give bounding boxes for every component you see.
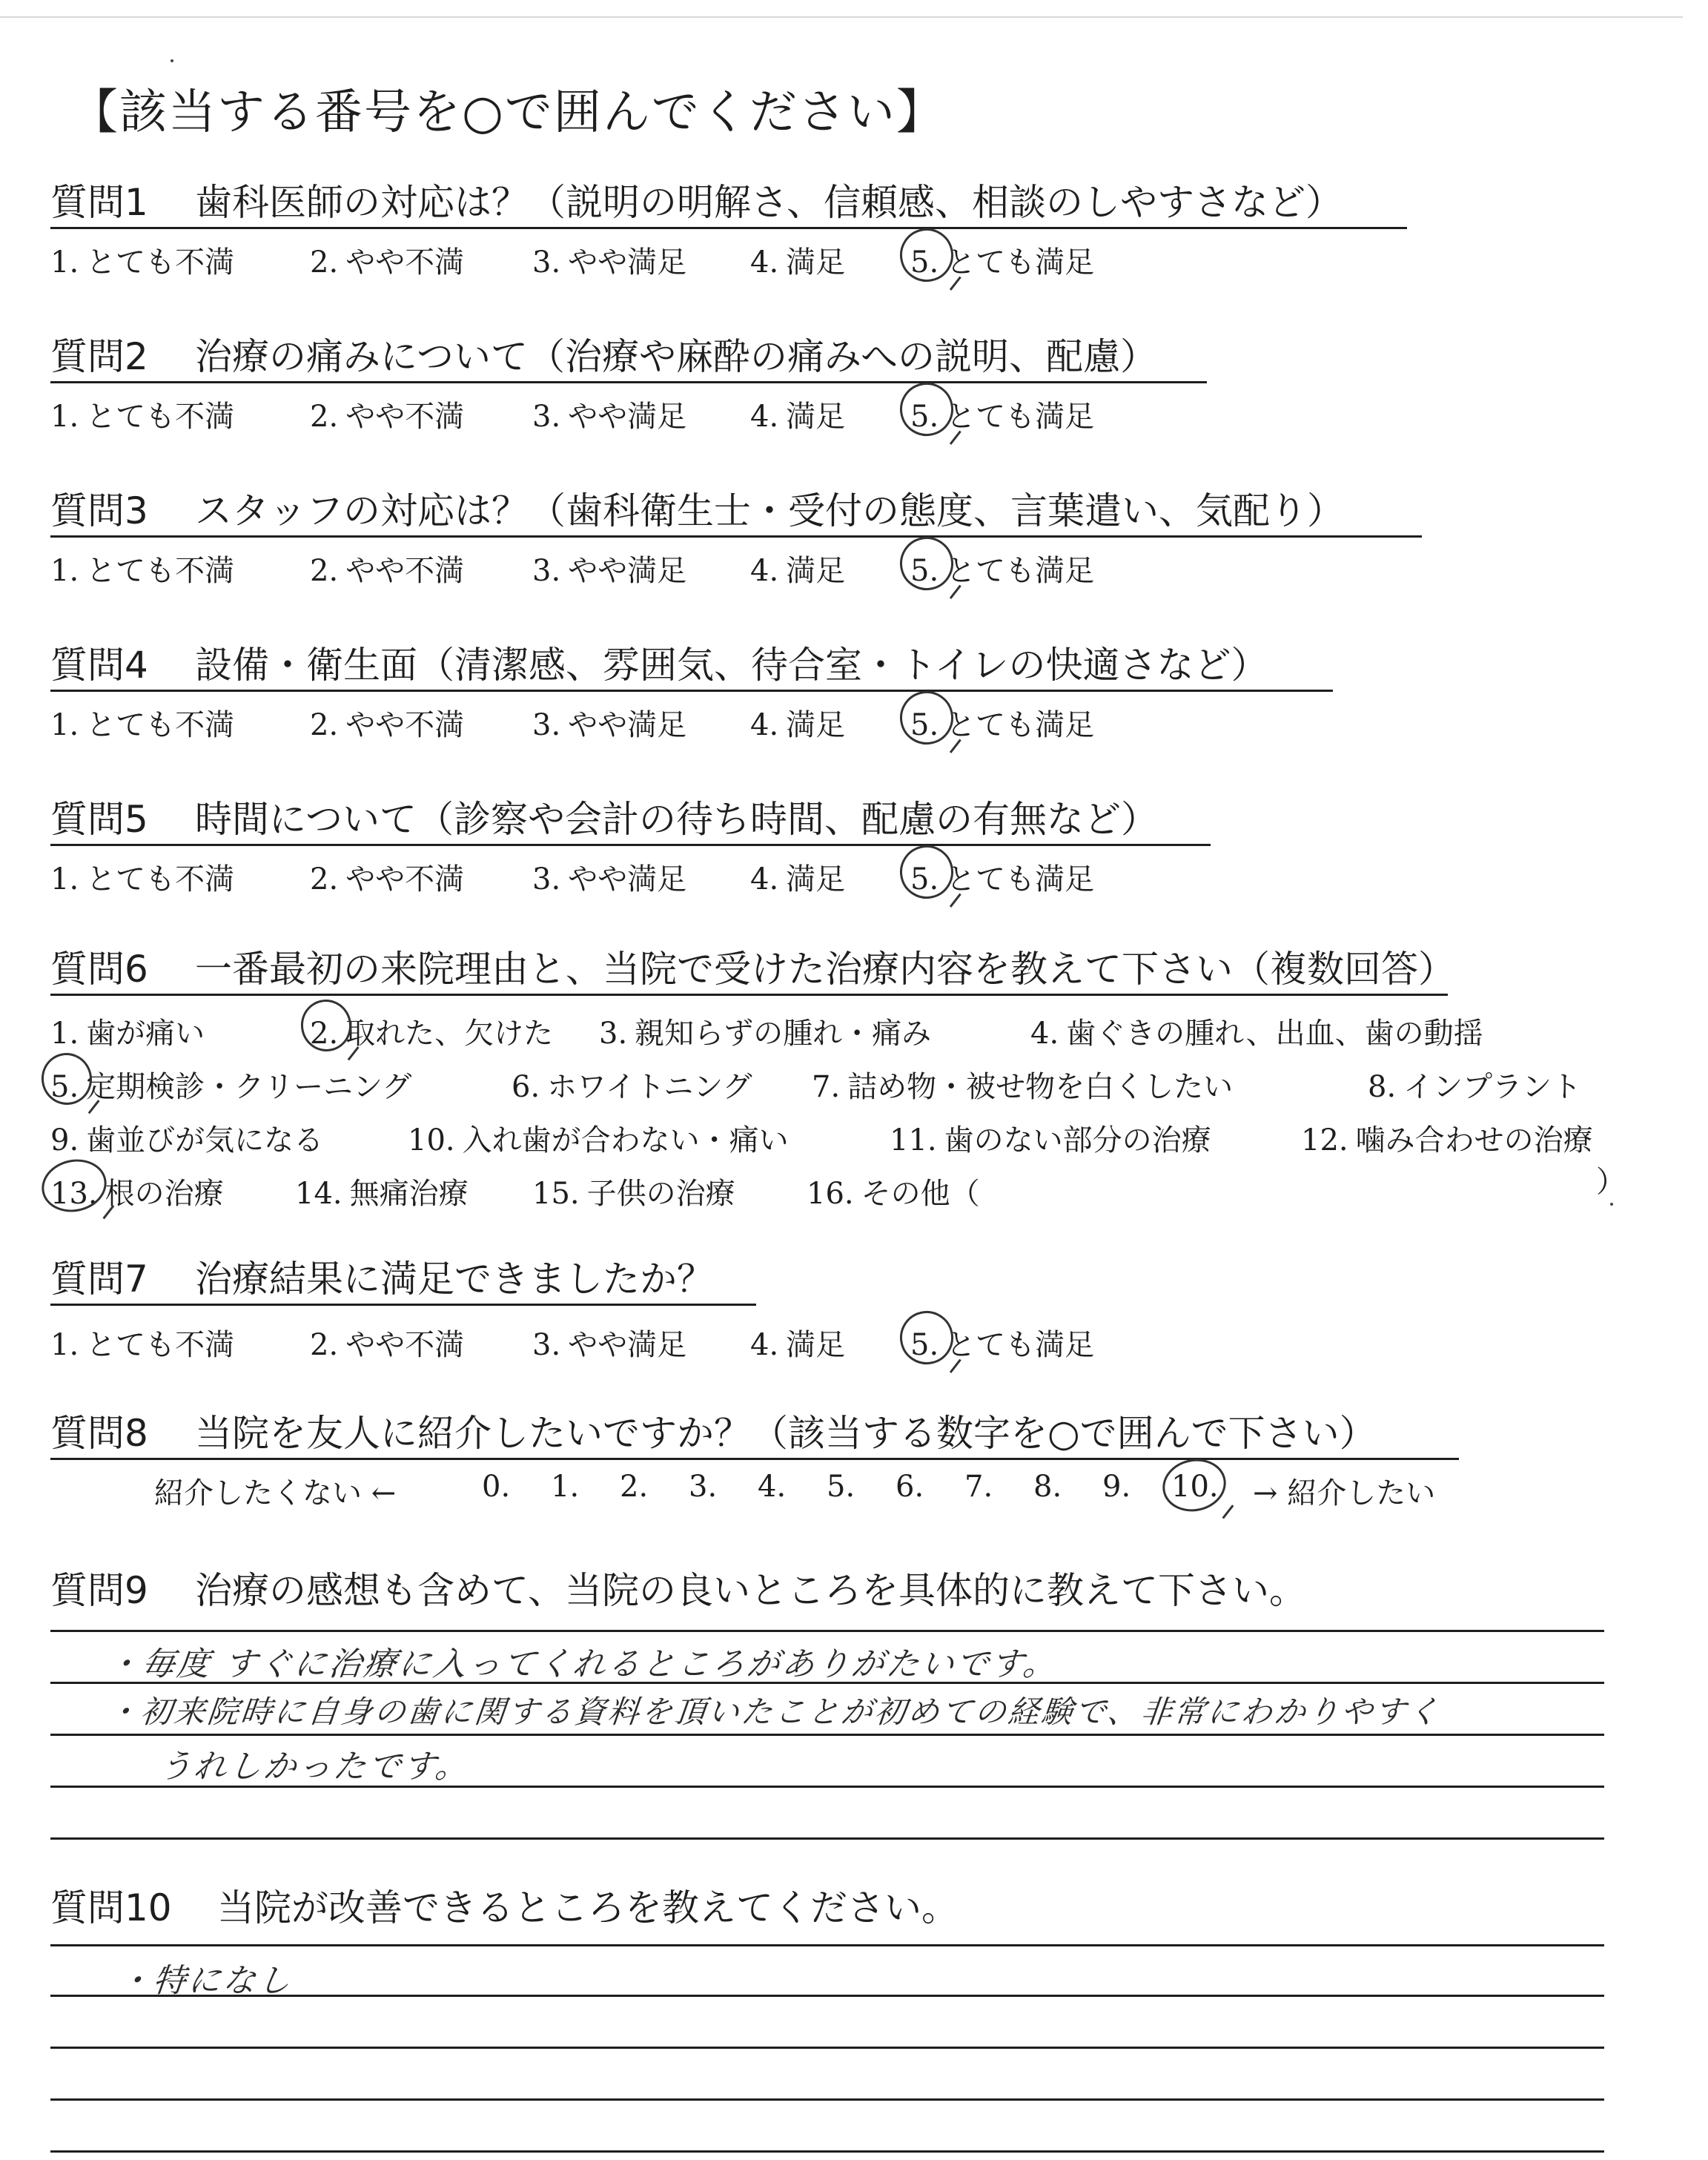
question-1-label: 質問1 xyxy=(50,181,148,224)
q6-option xyxy=(1368,1063,1581,1106)
question-3-title xyxy=(50,489,1344,532)
q2-option xyxy=(310,393,464,435)
q4-option-label: 満足 xyxy=(786,708,846,742)
question-5-title xyxy=(50,798,1158,841)
q6-option-number: 14. xyxy=(295,1177,342,1211)
q2-option-number: 1. xyxy=(50,400,79,434)
q8-scale-value: 8. xyxy=(1033,1470,1062,1504)
q9-write-line xyxy=(50,1630,1604,1632)
q8-right-label: → 紹介したい xyxy=(1253,1476,1436,1510)
q6-option-number: 6. xyxy=(512,1070,540,1104)
q6-option-label: その他（ xyxy=(861,1177,980,1211)
q5-option-number: 5. xyxy=(910,862,939,896)
q7-option xyxy=(750,1321,845,1364)
q8-scale-value: 3. xyxy=(689,1470,718,1504)
q4-option-label: やや満足 xyxy=(568,708,687,742)
q10-write-line xyxy=(50,2047,1604,2049)
q5-option-label: とても不満 xyxy=(86,862,235,896)
q8-scale-value: 2. xyxy=(620,1470,649,1504)
q6-option-label: 詰め物・被せ物を白くしたい xyxy=(847,1070,1234,1104)
q2-option-number: 5. xyxy=(910,400,939,434)
question-6-title xyxy=(50,948,1455,991)
q6-option-number: 12. xyxy=(1301,1123,1348,1157)
q6-option-label: 歯並びが気になる xyxy=(86,1123,324,1157)
q6-option-label: 無痛治療 xyxy=(349,1177,469,1211)
q6-option-label: 入れ歯が合わない・痛い xyxy=(462,1123,789,1157)
question-9-label: 質問9 xyxy=(50,1569,148,1612)
q1-option-label: とても満足 xyxy=(946,245,1095,280)
q2-option-label: とても満足 xyxy=(946,400,1095,434)
q7-option-number: 2. xyxy=(310,1328,339,1362)
q6-option xyxy=(50,1010,205,1052)
q5-option-label: とても満足 xyxy=(946,862,1095,896)
q6-option-number: 10. xyxy=(408,1123,455,1157)
q3-option xyxy=(532,547,686,589)
q8-scale-value: 4. xyxy=(758,1470,787,1504)
q6-option xyxy=(50,1063,411,1106)
q7-option-label: やや不満 xyxy=(345,1328,465,1362)
question-7-underline xyxy=(50,1304,756,1306)
q7-option-label: 満足 xyxy=(786,1328,846,1362)
question-9-title xyxy=(50,1569,1306,1612)
question-8-underline xyxy=(50,1458,1459,1460)
q6-option-number: 9. xyxy=(50,1123,79,1157)
q3-option xyxy=(50,547,234,589)
q3-option xyxy=(750,547,845,589)
top-edge-rule xyxy=(0,16,1683,18)
q10-write-line xyxy=(50,1944,1604,1946)
q5-option xyxy=(750,856,845,898)
paper-speck xyxy=(171,59,173,62)
q6-option-label: 歯ぐきの腫れ、出血、歯の動揺 xyxy=(1066,1017,1483,1051)
q6-option-label: 歯が痛い xyxy=(86,1017,205,1051)
q3-option-number: 4. xyxy=(750,554,779,588)
q7-option xyxy=(50,1321,234,1364)
q2-option xyxy=(532,393,686,435)
q2-option-label: やや満足 xyxy=(568,400,687,434)
q3-option-number: 5. xyxy=(910,554,939,588)
q2-option-number: 3. xyxy=(532,400,561,434)
q8-scale-value: 5. xyxy=(827,1470,855,1504)
q4-option-number: 1. xyxy=(50,708,79,742)
question-3-text: スタッフの対応は？（歯科衛生士・受付の態度、言葉遣い、気配り） xyxy=(195,489,1344,532)
q7-option-number: 3. xyxy=(532,1328,561,1362)
q8-left-label: 紹介したくない ← xyxy=(154,1476,397,1510)
question-8-text: 当院を友人に紹介したいですか？（該当する数字を○で囲んで下さい） xyxy=(195,1412,1377,1455)
question-10-label: 質問10 xyxy=(50,1886,172,1929)
q9-write-line xyxy=(50,1837,1604,1840)
q8-scale-value: 7. xyxy=(964,1470,993,1504)
q5-option-label: 満足 xyxy=(786,862,846,896)
q6-option xyxy=(512,1063,752,1106)
q1-option-number: 1. xyxy=(50,245,79,280)
q6-option-number: 2. xyxy=(310,1017,339,1051)
q7-option xyxy=(310,1321,464,1364)
q5-option xyxy=(532,856,686,898)
paper-speck xyxy=(1610,1203,1613,1206)
q6-option xyxy=(812,1063,1233,1106)
q7-option-label: やや満足 xyxy=(568,1328,687,1362)
q1-option xyxy=(532,239,686,281)
q2-option xyxy=(50,393,234,435)
q10-write-line xyxy=(50,2098,1604,2101)
q2-option-number: 2. xyxy=(310,400,339,434)
q6-option xyxy=(1301,1117,1593,1159)
q5-option-label: やや不満 xyxy=(345,862,465,896)
q6-option-number: 15. xyxy=(532,1177,580,1211)
q10-write-line xyxy=(50,2150,1604,2153)
q2-option-label: 満足 xyxy=(786,400,846,434)
q6-option-number: 1. xyxy=(50,1017,79,1051)
form-title: 【該当する番号を○で囲んでください】 xyxy=(70,85,945,140)
q3-option-label: 満足 xyxy=(786,554,846,588)
q4-option-number: 4. xyxy=(750,708,779,742)
q1-option-label: やや満足 xyxy=(568,245,687,280)
question-1-text: 歯科医師の対応は？（説明の明解さ、信頼感、相談のしやすさなど） xyxy=(195,181,1343,224)
q7-option xyxy=(532,1321,686,1364)
question-8-title xyxy=(50,1412,1377,1455)
q6-option xyxy=(295,1170,469,1212)
q6-option-label: インプラント xyxy=(1403,1070,1582,1104)
q3-option-label: やや不満 xyxy=(345,554,465,588)
q6-option-number: 13. xyxy=(50,1177,98,1211)
q2-option-label: とても不満 xyxy=(86,400,235,434)
q7-option-label: とても満足 xyxy=(946,1328,1095,1362)
q5-option-number: 4. xyxy=(750,862,779,896)
q6-option-number: 4. xyxy=(1030,1017,1059,1051)
q1-option-number: 4. xyxy=(750,245,779,280)
q6-option-number: 3. xyxy=(599,1017,628,1051)
q1-option-number: 2. xyxy=(310,245,339,280)
question-8-label: 質問8 xyxy=(50,1412,148,1455)
q3-option-label: とても満足 xyxy=(946,554,1095,588)
q4-option-number: 5. xyxy=(910,708,939,742)
q5-option-number: 3. xyxy=(532,862,561,896)
q6-option-number: 16. xyxy=(807,1177,854,1211)
question-3-underline xyxy=(50,535,1422,538)
q6-option-number: 11. xyxy=(890,1123,937,1157)
q6-option-number: 5. xyxy=(50,1070,79,1104)
question-1-title xyxy=(50,181,1343,224)
q5-option-number: 1. xyxy=(50,862,79,896)
q4-option xyxy=(750,701,845,744)
q9-handwritten-answer: ・初来院時に自身の歯に関する資料を頂いたことが初めての経験で、非常にわかりやすく xyxy=(105,1694,1443,1730)
question-1-underline xyxy=(50,227,1407,229)
question-6-text: 一番最初の来院理由と、当院で受けた治療内容を教えて下さい（複数回答） xyxy=(195,948,1455,991)
question-6-label: 質問6 xyxy=(50,948,148,991)
q3-option-number: 1. xyxy=(50,554,79,588)
q1-option xyxy=(50,239,234,281)
question-4-text: 設備・衛生面（清潔感、雰囲気、待合室・トイレの快適さなど） xyxy=(195,644,1268,687)
question-3-label: 質問3 xyxy=(50,489,148,532)
q3-option xyxy=(310,547,464,589)
q6-option xyxy=(408,1117,789,1159)
q3-option-number: 2. xyxy=(310,554,339,588)
question-6-underline xyxy=(50,994,1448,996)
question-5-text: 時間について（診察や会計の待ち時間、配慮の有無など） xyxy=(195,798,1158,841)
q6-option-label: 根の治療 xyxy=(105,1177,224,1211)
q4-option xyxy=(310,701,464,744)
q9-handwritten-answer: うれしかったです。 xyxy=(156,1748,472,1786)
q5-option xyxy=(50,856,234,898)
q8-scale-value: 6. xyxy=(896,1470,924,1504)
q8-scale-value: 1. xyxy=(551,1470,580,1504)
question-2-text: 治療の痛みについて（治療や麻酔の痛みへの説明、配慮） xyxy=(195,335,1157,378)
question-7-title xyxy=(50,1258,714,1301)
question-2-label: 質問2 xyxy=(50,335,148,378)
q7-option-number: 1. xyxy=(50,1328,79,1362)
question-10-text: 当院が改善できるところを教えてください。 xyxy=(217,1886,959,1929)
q7-option-number: 4. xyxy=(750,1328,779,1362)
q6-option-label: 定期検診・クリーニング xyxy=(86,1070,412,1104)
question-7-text: 治療結果に満足できましたか？ xyxy=(195,1258,714,1301)
question-4-underline xyxy=(50,690,1333,692)
q7-option-number: 5. xyxy=(910,1328,939,1362)
q7-option-label: とても不満 xyxy=(86,1328,235,1362)
q6-option xyxy=(599,1010,931,1052)
q6-option xyxy=(1030,1010,1483,1052)
q1-option-label: 満足 xyxy=(786,245,846,280)
q6-option xyxy=(50,1117,323,1159)
q1-option-number: 3. xyxy=(532,245,561,280)
q4-option-label: とても不満 xyxy=(86,708,235,742)
q6-option-label: 親知らずの腫れ・痛み xyxy=(635,1017,932,1051)
q1-option-label: やや不満 xyxy=(345,245,465,280)
q2-option-label: やや不満 xyxy=(345,400,465,434)
q6-option xyxy=(890,1117,1211,1159)
q6-other-close: ） xyxy=(1596,1165,1626,1199)
q6-option-label: 噛み合わせの治療 xyxy=(1355,1123,1593,1157)
question-4-title xyxy=(50,644,1268,687)
q6-option-label: ホワイトニング xyxy=(547,1070,752,1104)
question-10-title xyxy=(50,1886,959,1929)
q4-option xyxy=(532,701,686,744)
question-2-underline xyxy=(50,381,1207,383)
question-5-label: 質問5 xyxy=(50,798,148,841)
q8-scale-value: 0. xyxy=(482,1470,511,1504)
q1-option-number: 5. xyxy=(910,245,939,280)
q3-option-number: 3. xyxy=(532,554,561,588)
question-4-label: 質問4 xyxy=(50,644,148,687)
q1-option xyxy=(750,239,845,281)
question-5-underline xyxy=(50,844,1211,846)
q5-option-number: 2. xyxy=(310,862,339,896)
q6-option xyxy=(532,1170,735,1212)
q2-option xyxy=(750,393,845,435)
q6-option-number: 8. xyxy=(1368,1070,1397,1104)
q6-option-label: 子供の治療 xyxy=(586,1177,735,1211)
q1-option-label: とても不満 xyxy=(86,245,235,280)
q5-option-label: やや満足 xyxy=(568,862,687,896)
q2-option-number: 4. xyxy=(750,400,779,434)
q8-scale-value: 10. xyxy=(1171,1470,1219,1504)
q9-write-line xyxy=(50,1734,1604,1736)
q6-option-number: 7. xyxy=(812,1070,841,1104)
selected-answer-circle xyxy=(1158,1453,1231,1517)
question-7-label: 質問7 xyxy=(50,1258,148,1301)
q6-option xyxy=(807,1170,980,1212)
q6-option-label: 歯のない部分の治療 xyxy=(944,1123,1211,1157)
q4-option-number: 3. xyxy=(532,708,561,742)
q6-option-label: 取れた、欠けた xyxy=(345,1017,554,1051)
q5-option xyxy=(310,856,464,898)
q10-handwritten-answer: ・特になし xyxy=(116,1962,295,2000)
question-2-title xyxy=(50,335,1157,378)
q3-option-label: やや満足 xyxy=(568,554,687,588)
q4-option-label: とても満足 xyxy=(946,708,1095,742)
question-9-text: 治療の感想も含めて、当院の良いところを具体的に教えて下さい。 xyxy=(195,1569,1306,1612)
q4-option xyxy=(50,701,234,744)
q9-handwritten-answer: ・毎度 すぐに治療に入ってくれるところがありがたいです。 xyxy=(105,1645,1060,1683)
q3-option-label: とても不満 xyxy=(86,554,235,588)
q4-option-label: やや不満 xyxy=(345,708,465,742)
q1-option xyxy=(310,239,464,281)
q8-scale-value: 9. xyxy=(1102,1470,1131,1504)
q4-option-number: 2. xyxy=(310,708,339,742)
